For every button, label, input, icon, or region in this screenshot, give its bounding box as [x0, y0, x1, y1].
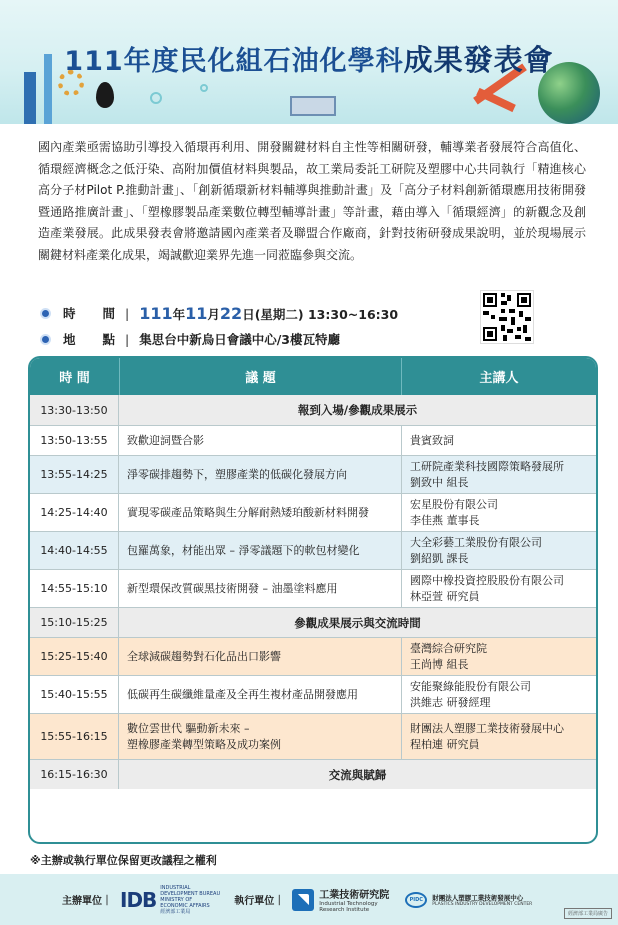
intro-paragraph: 國內產業亟需協助引導投入循環再利用、開發關鍵材料自主性等相關研發，輔導業者發展符合高值化、循環經濟概念之低汙染、高附加價值材料與製品，故工業局委託工研院及塑膠中心共同執行「精進核心高分子材Pilot P.推動計畫」、「創新循環新材料輔導與推動計畫」及「高分子材料創新循環應用技術開發暨通路推廣計畫」、「塑橡膠製品產業數位轉型輔導計畫」等計畫，藉由導入「循環經濟」的新觀念及創造產業發展。此成果發表會將邀請國內產業者及聯盟合作廠商，針對技術研發成果說明，並於現場展示關鍵材料產業化成果，竭誠歡迎業界先進一同蒞臨參與交流。	[38, 140, 586, 262]
agenda-topic	[119, 570, 402, 607]
agenda-topic-line: 全球減碳趨勢對石化品出口影響	[127, 649, 281, 663]
title-main: 111年度民化組石油化學科	[64, 46, 404, 77]
place-label-char: 地	[63, 332, 76, 347]
agenda-topic	[119, 532, 402, 569]
agenda-speaker-line: 王尚博 組長	[410, 657, 469, 671]
agenda-topic-line: 新型環保改質碳黑技術開發 – 油墨塗料應用	[127, 581, 338, 595]
agenda-speaker	[402, 638, 596, 675]
agenda-time: 15:55-16:15	[30, 714, 119, 759]
agenda-row	[30, 675, 596, 713]
agenda-table-header	[30, 358, 596, 395]
itri-en: Industrial Technology	[319, 900, 378, 907]
agenda-topic-line: 致歡迎詞暨合影	[127, 433, 204, 447]
agenda-topic	[119, 638, 402, 675]
agenda-topic-lines	[127, 721, 281, 753]
agenda-speaker-line: 劉致中 組長	[410, 475, 469, 489]
agenda-topic-line: 實現零碳產品策略與生分解耐熱矮珀酸新材料開發	[127, 505, 369, 519]
agenda-session: 交流與賦歸	[328, 767, 387, 782]
agenda-speaker-line: 林亞萱 研究員	[410, 589, 480, 603]
date-month: 11	[185, 303, 208, 323]
factory-tower-icon	[24, 72, 36, 124]
agenda-topic-lines	[127, 649, 281, 665]
qr-code-graphic	[481, 291, 533, 343]
bubble-icon	[150, 92, 162, 104]
idb-logo-text	[160, 885, 220, 915]
agenda-speaker	[402, 570, 596, 607]
agenda-speaker-line: 宏星股份有限公司	[410, 497, 498, 511]
agenda-row	[30, 759, 596, 789]
agenda-row	[30, 637, 596, 675]
agenda-time: 14:55-15:10	[30, 570, 119, 607]
place-label	[63, 330, 115, 348]
agenda-speaker-line: 貴賓致詞	[410, 433, 454, 447]
separator: |	[125, 331, 130, 347]
agenda-row	[30, 395, 596, 425]
agenda-time: 14:25-14:40	[30, 494, 119, 531]
pidc-name: 財團法人塑膠工業技術發展中心	[432, 893, 524, 902]
date-unit: 年	[172, 306, 186, 322]
agenda-topic-line: 數位雲世代 驅動新未來 –	[127, 721, 250, 735]
place-row	[40, 326, 440, 352]
footer-organizers	[0, 874, 618, 925]
header-time: 時 間	[59, 371, 90, 386]
agenda-row	[30, 531, 596, 569]
pidc-logo-text	[432, 893, 532, 907]
agenda-time: 15:25-15:40	[30, 638, 119, 675]
truck-icon	[290, 96, 336, 116]
ad-stamp: 經濟部工業局廣告	[564, 908, 612, 919]
agenda-topic-lines	[127, 581, 338, 597]
place-label-char: 點	[102, 332, 115, 347]
agenda-table	[28, 356, 598, 844]
agenda-row	[30, 569, 596, 607]
agenda-row	[30, 607, 596, 637]
agenda-speaker	[402, 494, 596, 531]
time-label-char: 時	[63, 306, 76, 321]
agenda-time: 13:55-14:25	[30, 456, 119, 493]
itri-logo	[292, 886, 389, 914]
agenda-speaker-line: 劉紹凱 課長	[410, 551, 469, 565]
separator: |	[125, 305, 130, 321]
agenda-topic	[119, 426, 402, 455]
agenda-speaker	[402, 532, 596, 569]
agenda-row	[30, 493, 596, 531]
agenda-speaker-line: 程柏連 研究員	[410, 737, 480, 751]
agenda-speaker-line: 洪維志 研發經理	[410, 695, 491, 709]
agenda-topic-line: 淨零碳排趨勢下，塑膠產業的低碳化發展方向	[127, 467, 347, 481]
agenda-topic-lines	[127, 543, 360, 559]
host-label: 主辦單位｜	[62, 896, 112, 907]
agenda-topic	[119, 676, 402, 713]
idb-mark: IDB	[120, 887, 157, 912]
agenda-topic-lines	[127, 687, 358, 703]
header-topic: 議 題	[119, 358, 402, 395]
idb-text-en: INDUSTRIAL DEVELOPMENT BUREAU MINISTRY OF ECONOMIC AFFAIRS	[160, 884, 221, 909]
agenda-speaker-line: 安能聚綠能股份有限公司	[410, 679, 531, 693]
agenda-table-body	[30, 395, 596, 789]
agenda-topic-lines	[127, 505, 369, 521]
idb-text-zh: 經濟部工業局	[160, 908, 191, 915]
agenda-time: 15:10-15:25	[30, 608, 119, 637]
idb-logo	[120, 885, 220, 915]
time-label-char: 間	[102, 306, 115, 321]
agenda-session: 報到入場/參觀成果展示	[297, 403, 418, 417]
agenda-row	[30, 455, 596, 493]
time-label	[63, 304, 115, 322]
date-day: 22	[219, 303, 243, 323]
event-info	[40, 300, 440, 352]
disclaimer-note: ※主辦或執行單位保留更改議程之權利	[30, 854, 217, 867]
agenda-time: 16:15-16:30	[30, 760, 119, 789]
agenda-speaker-line: 大全彩藝工業股份有限公司	[410, 535, 542, 549]
agenda-row	[30, 713, 596, 759]
agenda-topic	[119, 714, 402, 759]
agenda-speaker-line: 李佳燕 董事長	[410, 513, 480, 527]
qr-code-icon[interactable]	[480, 290, 534, 344]
pidc-logo	[405, 892, 532, 908]
agenda-speaker-line: 臺灣綜合研究院	[410, 641, 487, 655]
itri-en: Research Institute	[319, 907, 370, 913]
itri-logo-text	[319, 886, 389, 914]
agenda-speaker	[402, 426, 596, 455]
agenda-speaker	[402, 456, 596, 493]
agenda-speaker	[402, 676, 596, 713]
agenda-topic-line: 塑橡膠產業轉型策略及成功案例	[127, 737, 281, 751]
event-place: 集思台中新烏日會議中心/3樓瓦特廳	[139, 332, 340, 347]
header-banner	[0, 0, 618, 124]
date-unit: 日	[242, 306, 255, 322]
bullet-icon	[40, 334, 51, 345]
agenda-time: 13:50-13:55	[30, 426, 119, 455]
time-row	[40, 300, 440, 326]
bullet-icon	[40, 308, 51, 319]
agenda-speaker	[402, 714, 596, 759]
agenda-session: 參觀成果展示與交流時間	[294, 615, 421, 630]
agenda-topic	[119, 494, 402, 531]
exec-label: 執行單位｜	[234, 896, 285, 907]
agenda-time: 13:30-13:50	[30, 395, 119, 425]
header-speaker: 主講人	[479, 371, 519, 386]
agenda-topic	[119, 456, 402, 493]
title-strong: 成果發表會	[403, 43, 554, 77]
agenda-speaker-line: 工研院產業科技國際策略發展所	[410, 459, 564, 473]
agenda-speaker-line: 財團法人塑膠工業技術發展中心	[410, 721, 564, 735]
itri-name: 工業技術研究院	[319, 889, 390, 901]
pidc-en: PLASTICS INDUSTRY DEVELOPMENT CENTER	[432, 901, 533, 907]
agenda-topic-lines	[127, 467, 347, 483]
itri-logo-icon	[292, 889, 314, 911]
agenda-row	[30, 425, 596, 455]
event-date	[139, 304, 398, 323]
page-title	[0, 38, 618, 79]
agenda-topic-line: 低碳再生碳纖維量產及全再生複材產品開發應用	[127, 687, 358, 701]
agenda-topic-line: 包羅萬象，材能出眾 – 淨零議題下的軟包材變化	[127, 543, 360, 557]
agenda-speaker-line: 國際中橡投資控股股份有限公司	[410, 573, 564, 587]
date-time-range: (星期二) 13:30~16:30	[254, 306, 399, 322]
pidc-logo-icon: PIDC	[405, 892, 427, 908]
date-unit: 月	[207, 306, 220, 322]
date-year: 111	[139, 303, 173, 323]
agenda-topic-lines	[127, 433, 204, 449]
oil-drop-icon	[96, 82, 114, 108]
agenda-time: 15:40-15:55	[30, 676, 119, 713]
agenda-time: 14:40-14:55	[30, 532, 119, 569]
bubble-icon	[200, 84, 208, 92]
